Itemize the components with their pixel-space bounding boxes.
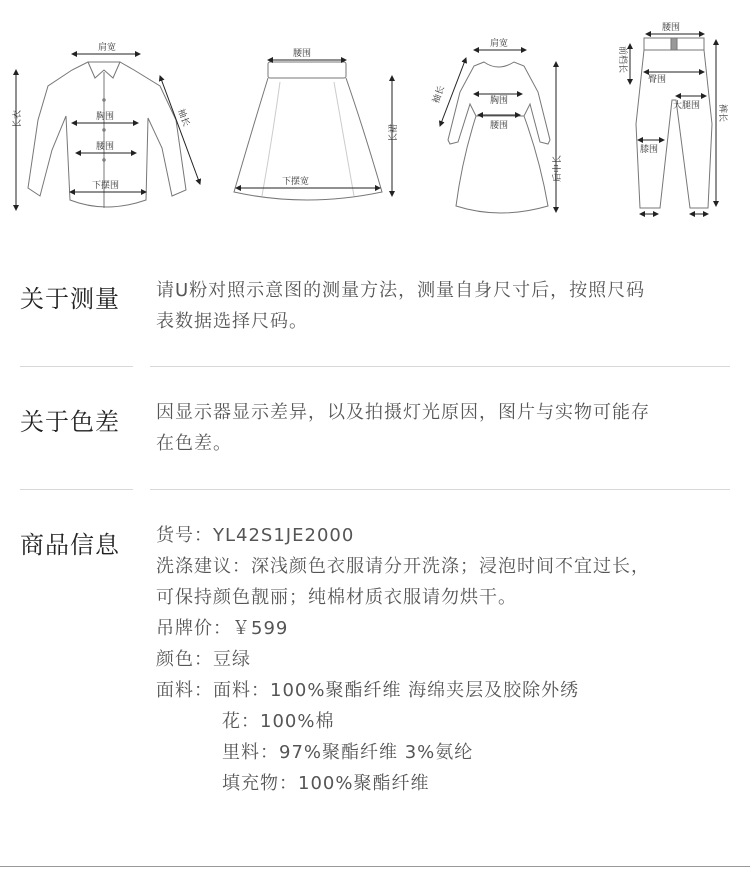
dress-diagram [448, 62, 550, 213]
shirt-hem-label: 下摆围 [92, 181, 120, 191]
pants-diagram [636, 38, 712, 208]
product-info-list [156, 520, 736, 799]
wash-advice-line-1: 洗涤建议：深浅颜色衣服请分开洗涤；浸泡时间不宜过长， [156, 556, 650, 577]
pants-front-rise-label: 前档长 [617, 46, 627, 74]
color-diff-line-2: 在色差。 [156, 433, 232, 454]
shirt-sleeve-label: 袖长 [175, 107, 191, 128]
measure-text [156, 275, 736, 337]
measure-line-2: 表数据选择尺码。 [156, 311, 308, 332]
measurement-diagrams [0, 0, 750, 225]
measure-title: 关于测量 [20, 285, 120, 313]
item-number: 货号：YL42S1JE2000 [156, 525, 355, 546]
color-diff-line-1: 因显示器显示差异，以及拍摄灯光原因，图片与实物可能存 [156, 402, 650, 423]
skirt-length-label: 长裙 [389, 123, 399, 142]
dress-sleeve-label: 袖长 [431, 84, 447, 106]
pants-waist-label: 腰围 [662, 23, 681, 33]
pants-hip-label: 臀围 [648, 75, 667, 85]
shirt-waist-label: 腰围 [96, 142, 115, 152]
measure-line-1: 请U粉对照示意图的测量方法，测量自身尺寸后，按照尺码 [156, 280, 646, 301]
dress-back-length-label: 后中长 [553, 154, 563, 182]
flower-value: 花：100%棉 [222, 711, 335, 732]
lining-value: 里料：97%聚酯纤维 3%氨纶 [222, 742, 474, 763]
divider [150, 489, 730, 490]
wash-advice-line-2: 可保持颜色靓丽；纯棉材质衣服请勿烘干。 [156, 587, 517, 608]
divider [20, 489, 133, 490]
skirt-hem-label: 下摆宽 [282, 177, 310, 187]
dress-shoulder-label: 肩宽 [490, 39, 509, 49]
shirt-chest-label: 胸围 [96, 112, 115, 122]
pants-thigh-label: 大腿围 [673, 101, 701, 111]
tag-price: 吊牌价：￥599 [156, 618, 289, 639]
shirt-length-label: 长衣 [13, 109, 23, 128]
pants-length-label: 裤长 [717, 104, 727, 123]
measurement-diagram-svg [0, 0, 750, 225]
color-diff-title: 关于色差 [20, 408, 120, 436]
color-diff-text [156, 397, 736, 459]
shirt-shoulder-label: 肩宽 [98, 43, 117, 53]
bottom-divider [0, 866, 750, 867]
pants-knee-label: 膝围 [640, 145, 659, 155]
dress-waist-label: 腰围 [490, 121, 509, 131]
product-info-title: 商品信息 [20, 531, 120, 559]
divider [150, 366, 730, 367]
color-value: 颜色：豆绿 [156, 649, 251, 670]
skirt-waist-label: 腰围 [293, 49, 312, 59]
dress-chest-label: 胸围 [490, 96, 509, 106]
divider [20, 366, 133, 367]
filling-value: 填充物：100%聚酯纤维 [222, 773, 430, 794]
fabric-value: 面料：面料：100%聚酯纤维 海绵夹层及胶除外绣 [156, 680, 580, 701]
